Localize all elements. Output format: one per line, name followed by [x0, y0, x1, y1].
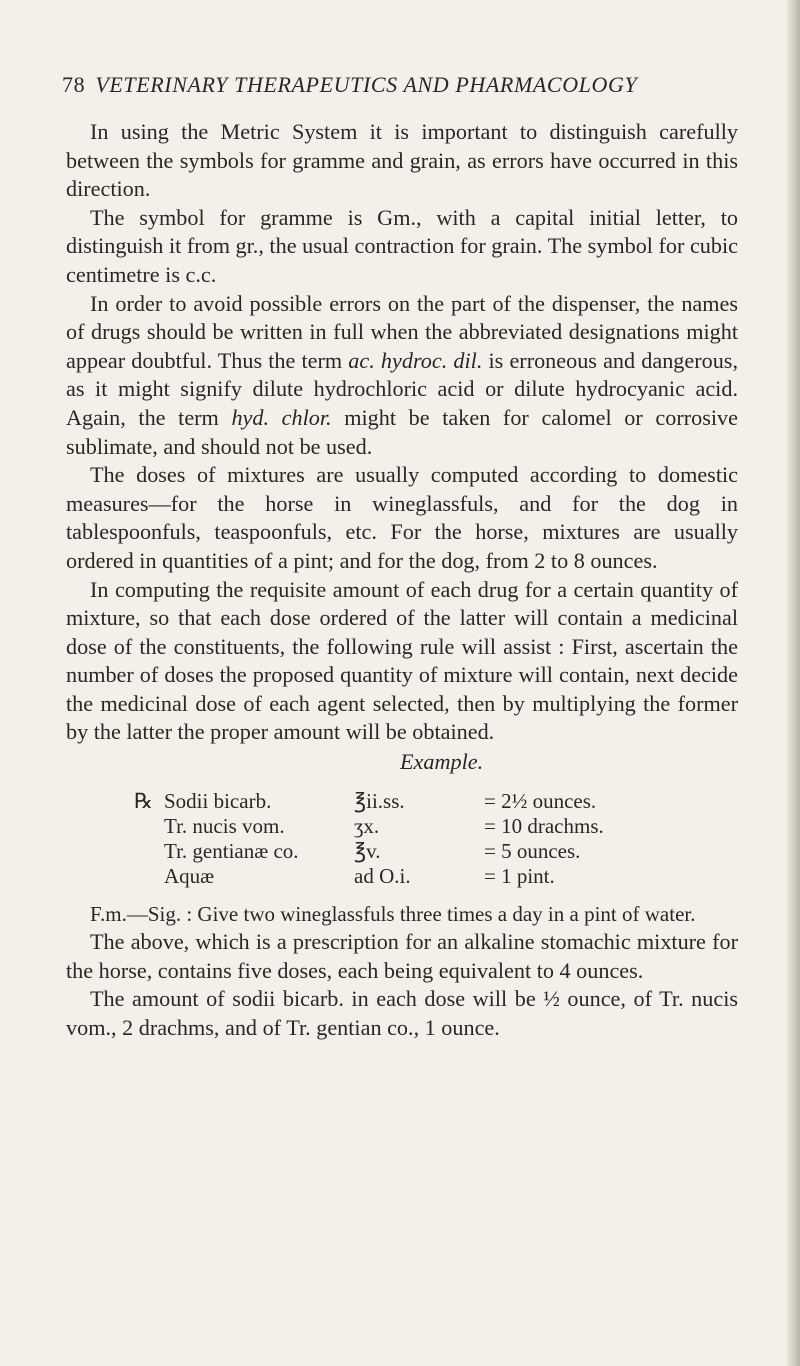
- prescription-row: [66, 864, 738, 889]
- example-title: Example.: [400, 749, 484, 775]
- drug-name: Tr. gentianæ co.: [164, 839, 299, 864]
- running-title: VETERINARY THERAPEUTICS AND PHARMACOLOGY: [95, 72, 638, 97]
- paragraph-prescription-explanation: The above, which is a prescription for an alkaline stomachic mixture for the horse, contains five doses, each being equivalent to 4 ounces.: [66, 929, 738, 983]
- drug-equivalent: = 5 ounces.: [484, 839, 581, 864]
- page-edge-shadow: [786, 0, 800, 1366]
- prescription-row: [66, 839, 738, 864]
- paragraph-doses-of-mixtures: The doses of mixtures are usually computed according to domestic measures—for the horse in wineglassfuls, and for the dog in tablespoonfuls, teaspoonfuls, etc. For the horse, mixtures are usually ordered in quantities of a pint; and for the dog, from 2 to 8 ounces.: [66, 462, 738, 573]
- page-body: [66, 118, 738, 1042]
- paragraph-dose-amounts: The amount of sodii bicarb. in each dose will be ½ ounce, of Tr. nucis vom., 2 drachms, and of Tr. gentian co., 1 ounce.: [66, 986, 738, 1040]
- term-ac-hydroc: ac. hydroc. dil.: [348, 347, 483, 373]
- drug-name: Sodii bicarb.: [164, 789, 272, 814]
- drug-name: Aquæ: [164, 864, 215, 889]
- drug-quantity: ad O.i.: [354, 864, 411, 889]
- paragraph-text: is erroneous and dangerous, as it might signify dilute hydrochloric acid or dilute hydrocyanic acid. Again, the term: [66, 347, 738, 430]
- paragraph-computing-rule: In computing the requisite amount of each drug for a certain quantity of mixture, so that each dose ordered of the latter will contain a medicinal dose of the constituents, the following rule will assist : First, ascertain the number of doses the proposed quantity of mixture will contain, next decide the medicinal dose of each agent selected, then by multiplying the former by the latter the proper amount will be obtained.: [66, 576, 738, 745]
- prescription-table: [66, 789, 738, 889]
- prescription-row: [66, 814, 738, 839]
- drug-quantity: ʒx.: [354, 814, 380, 839]
- prescription-row: [66, 789, 738, 814]
- drug-name: Tr. nucis vom.: [164, 814, 285, 839]
- drug-quantity: ℥ii.ss.: [354, 789, 405, 814]
- drug-equivalent: = 10 drachms.: [484, 814, 604, 839]
- drug-equivalent: = 2½ ounces.: [484, 789, 597, 814]
- term-hyd-chlor: hyd. chlor.: [231, 404, 332, 430]
- paragraph-text: might be taken for calomel or corrosive sublimate, and should not be used.: [66, 404, 738, 459]
- signa-directions: F.m.—Sig. : Give two wineglassfuls three times a day in a pint of water.: [90, 902, 696, 927]
- drug-quantity: ℥v.: [354, 839, 381, 864]
- recipe-symbol: [66, 839, 164, 864]
- paragraph-metric-symbols: In using the Metric System it is important to distinguish carefully between the symbols for gramme and grain, as errors have occurred in this direction.: [66, 119, 738, 202]
- paragraph-abbreviations: [66, 290, 738, 462]
- drug-equivalent: = 1 pint.: [484, 864, 555, 889]
- paragraph-gramme-symbol: The symbol for gramme is Gm., with a capital initial letter, to distinguish it from gr., the usual contraction for grain. The symbol for cubic centimetre is c.c.: [66, 204, 738, 287]
- page-header: [62, 72, 742, 98]
- recipe-symbol: [66, 864, 164, 889]
- recipe-symbol: ℞: [134, 789, 153, 814]
- paragraph-text: In order to avoid possible errors on the part of the dispenser, the names of drugs should be written in full when the abbreviated designations might appear doubtful. Thus the term: [66, 290, 738, 373]
- recipe-symbol: [66, 814, 164, 839]
- page-number: 78: [62, 72, 86, 97]
